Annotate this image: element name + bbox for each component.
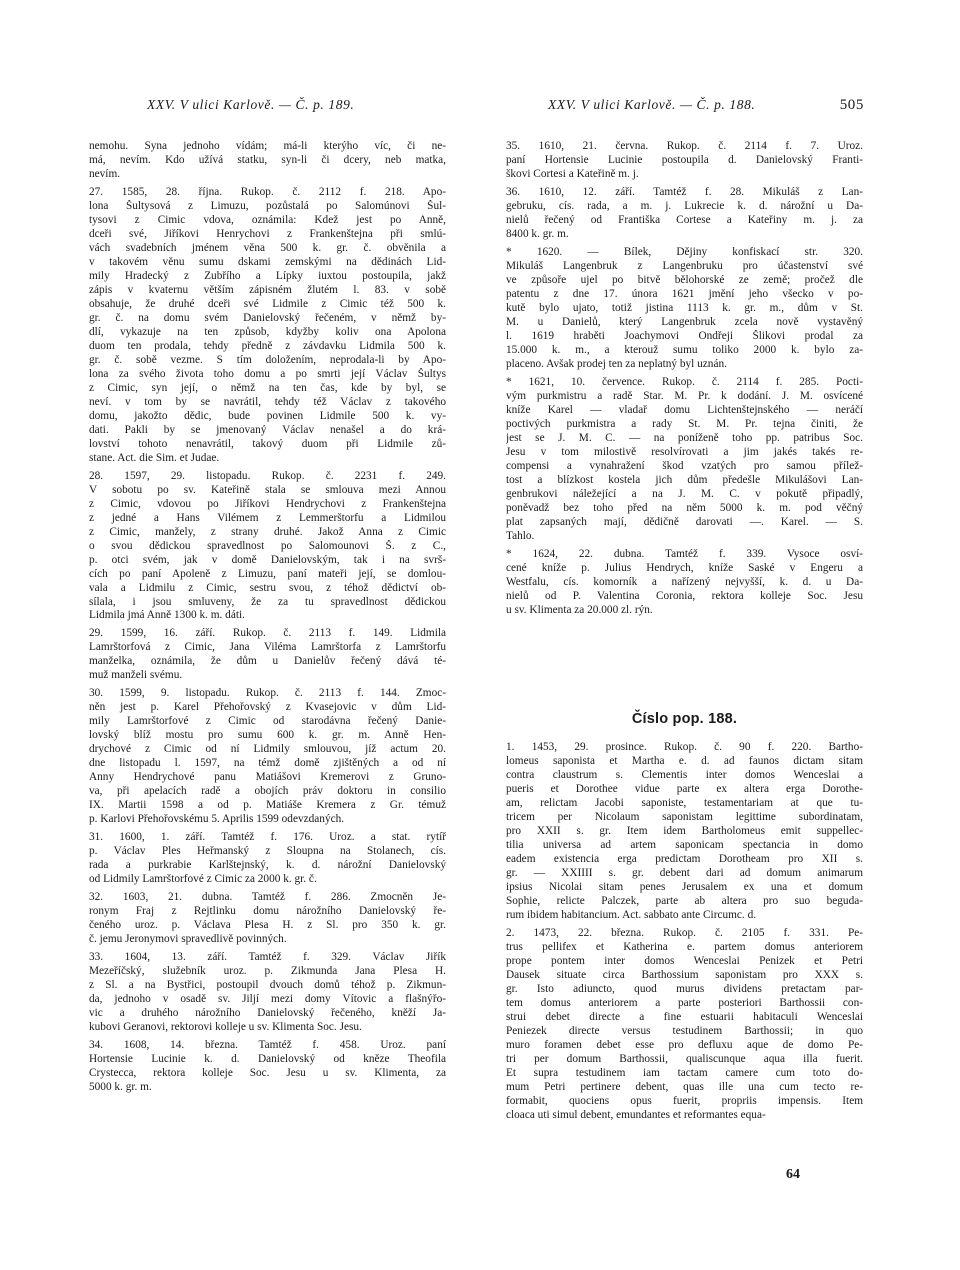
- text-line: 15.000 k. m., a kterouž sumu toliko 2000 k. bylo za-: [506, 343, 863, 356]
- text-line: sílala, i jsou smluveny, že za tu spravedlnost dědickou: [89, 595, 446, 608]
- text-line: Mikuláš Langenbruk z Langenbruku pro účastenství své: [506, 259, 863, 272]
- text-line: kubovi Geranovi, rektorovi kolleje u sv. Klimenta Soc. Jesu.: [89, 1021, 362, 1034]
- text-line: rada a purkrabie Karlštejnský, k. d. nárožní Danielovský: [89, 859, 446, 872]
- text-line: stane. Act. die Sim. et Judae.: [89, 451, 220, 464]
- text-line: patentu z dne 17. února 1621 jmění jeho všecko v po-: [506, 287, 863, 300]
- text-line: am, relictam Jacobi saponiste, testamentariam at que tu-: [506, 796, 863, 809]
- text-line: domu, jakožto dědic, bude povinen Lidmile 500 k. vy-: [89, 409, 446, 422]
- text-line: placeno. Avšak prodej ten za neplatný byl uznán.: [506, 357, 727, 370]
- text-line: muž manželi svému.: [89, 669, 183, 682]
- text-line: vách svadebních jménem věna 500 k. gr. č. obvěnila a: [89, 241, 446, 254]
- text-line: o svou dědickou spravedlnost po Salomounovi Š. z C.,: [89, 539, 446, 552]
- text-line: z jedné a Hans Vilémem z Lemmerštorfu a Lidmilou: [89, 511, 446, 524]
- text-line: prope pontem inter domos Wenceslai Penizek et Petri: [506, 954, 863, 967]
- page-header: [0, 97, 960, 117]
- text-line: compensi a vynahražení škod vzatých pro samou přílež-: [506, 459, 863, 472]
- text-line: jest se J. M. C. — na poníženě toho pp. patribus Soc.: [506, 431, 863, 444]
- text-line: muro foramen debet esse pro defluxu aque de domo Pe-: [506, 1038, 863, 1051]
- signature-mark: 64: [786, 1167, 800, 1182]
- text-line: 31. 1600, 1. září. Tamtéž f. 176. Uroz. a stat. rytíř: [89, 831, 446, 844]
- text-line: nielů řečený od Františka Cortese a Kateřiny m. j. za: [506, 213, 863, 226]
- text-line: 28. 1597, 29. listopadu. Rukop. č. 2231 f. 249.: [89, 469, 446, 482]
- text-line: trus pellifex et Katherina e. partem domus anteriorem: [506, 940, 863, 953]
- left-column: [89, 140, 446, 1095]
- text-line: gr. — XXIIII s. gr. debent dari ad domum animarum: [506, 866, 863, 879]
- text-line: Lidmila jmá Anně 1300 k. m. dáti.: [89, 609, 245, 622]
- text-line: gebruku, cís. rada, a m. j. Lukrecie k. d. nárožní u Da-: [506, 199, 863, 212]
- text-line: va, při apelacích radě a obojích práv doktoru in consilio: [89, 785, 446, 798]
- text-line: * 1621, 10. července. Rukop. č. 2114 f. 285. Pocti-: [506, 375, 863, 388]
- text-line: z Cimic, vdovou po Jiříkovi Hendrychovi z Frankenštejna: [89, 497, 446, 510]
- text-line: Westfalu, cís. komorník a nařízený nejvyšší, k. d. u Da-: [506, 575, 863, 588]
- running-head-left: XXV. V ulici Karlově. — Č. p. 189.: [147, 97, 355, 112]
- text-line: mum Petri pertinere debent, quas ille una cum tecto re-: [506, 1080, 863, 1093]
- running-head-right: XXV. V ulici Karlově. — Č. p. 188.: [548, 97, 756, 112]
- text-line: dati. Pakli by se jmenovaný Václav nenašel a do krá-: [89, 423, 446, 436]
- text-line: V sobotu po sv. Kateřině stala se smlouva mezi Annou: [89, 483, 446, 496]
- text-line: mily Hradecký z Zubřího a Lípky iuxtou postoupila, jakž: [89, 269, 446, 282]
- text-line: contra claustrum s. Clementis inter domos Wenceslai a: [506, 768, 863, 781]
- text-line: vala a Lidmilu z Cimic, sestru svou, z téhož dědictví ob-: [89, 581, 446, 594]
- text-line: * 1624, 22. dubna. Tamtéž f. 339. Vysoce osví-: [506, 547, 863, 560]
- text-line: čeného uroz. p. Václava Plesa H. z Sl. pro 350 k. gr.: [89, 919, 446, 932]
- text-line: gr. č. sobě vezme. S tím doložením, neprodala-li by Apo-: [89, 353, 446, 366]
- text-line: * 1620. — Bílek, Dějiny konfiskací str. 320.: [506, 245, 863, 258]
- text-line: pro XXII s. gr. Item idem Bartholomeus emit suppellec-: [506, 824, 863, 837]
- text-line: má, nevím. Kdo užívá statku, syn-li či dcery, neb matka,: [89, 153, 446, 166]
- text-line: tysovi z Cimic vdova, oznámila: Kdež jest po Anně,: [89, 213, 446, 226]
- text-line: škovi Cortesi a Kateřině m. j.: [506, 167, 639, 180]
- text-line: vic a druhého nárožního Danielovský řečeného, kněží Ja-: [89, 1007, 446, 1020]
- text-line: obsahuje, že druhé dceři své Lidmile z Cimic též 500 k.: [89, 297, 446, 310]
- text-line: zápis v kvaternu větším zápisném žlutém l. 83. v sobě: [89, 283, 446, 296]
- text-line: Dausek situate circa Barthossium saponistam pro XXX s.: [506, 968, 863, 981]
- text-line: gr. Isto adiuncto, quod murus dividens pretactam par-: [506, 982, 863, 995]
- text-line: p. Václav Ples Heřmanský z Sloupna na Stolanech, cís.: [89, 845, 446, 858]
- text-line: 1. 1453, 29. prosince. Rukop. č. 90 f. 220. Bartho-: [506, 741, 863, 753]
- text-line: pueris et Dorothee vidue parte ex altera erga Dorothe-: [506, 782, 863, 795]
- text-line: něn jest p. Karel Přehořovský z Kvasejovic v dům Lid-: [89, 701, 446, 714]
- text-line: v takovém věnu sumu dskami zemskými na dědinách Lid-: [89, 255, 446, 268]
- text-line: IX. Martii 1598 a od p. Matiáše Kremera z Gr. témuž: [89, 799, 446, 812]
- text-line: lona Šultysová z Limuzu, pozůstalá po Salomúnovi Šul-: [89, 199, 446, 212]
- text-line: M. u Danielů, který Langenbruk zcela nově vystavěný: [506, 315, 863, 328]
- text-line: 36. 1610, 12. září. Tamtéž f. 28. Mikuláš z Lan-: [506, 185, 863, 198]
- text-line: 5000 k. gr. m.: [89, 1080, 152, 1093]
- text-line: genbrukovi náležející a na J. M. C. v pokutě připadlý,: [506, 487, 863, 500]
- text-line: Sophie, relicte Palczek, parte ab altera pro suo beguda-: [506, 894, 863, 907]
- text-line: č. jemu Jeronymovi spravedlivě povinných.: [89, 933, 287, 946]
- right-column-bottom: [506, 741, 863, 1123]
- text-line: od Lidmily Lamrštorfové z Cimic za 2000 k. gr. č.: [89, 873, 317, 886]
- text-line: Anny Hendrychové panu Matiášovi Kremerovi z Gruno-: [89, 771, 446, 784]
- text-line: z Cimic, manžely, z strany druhé. Jakož Anna z Cimic: [89, 525, 446, 538]
- text-line: strui debet directe a fine estuarii habitaculi Wenceslai: [506, 1010, 863, 1023]
- text-line: tost a blízkost kostela jich dům předešle Mikulášovi Lan-: [506, 473, 863, 486]
- text-line: Crystecca, rektora kolleje Soc. Jesu u sv. Klimenta, za: [89, 1067, 446, 1079]
- text-line: lovství tohoto nenavrátil, takový duom při Lidmile zů-: [89, 437, 446, 450]
- text-line: nevím.: [89, 167, 121, 180]
- text-line: duom ten prodala, tehdy předně z závdavku Lidmila 500 k.: [89, 339, 446, 352]
- text-line: rum ibidem habitancium. Act. sabbato ante Circumc. d.: [506, 908, 757, 921]
- text-line: z Cimic, syn její, o němž na ten čas, kde by byl, se: [89, 381, 446, 394]
- text-line: 2. 1473, 22. března. Rukop. č. 2105 f. 331. Pe-: [506, 926, 863, 939]
- text-line: ronym Fraj z Rejtlinku domu nárožního Danielovský ře-: [89, 905, 446, 918]
- text-line: 29. 1599, 16. září. Rukop. č. 2113 f. 149. Lidmila: [89, 627, 446, 640]
- text-line: 34. 1608, 14. března. Tamtéž f. 458. Uroz. paní: [89, 1039, 446, 1052]
- text-line: Tahlo.: [506, 529, 535, 542]
- page-number: 505: [839, 97, 864, 113]
- text-line: neví. v tom by se navrátil, tehdy též Václav z takového: [89, 395, 446, 408]
- text-line: Hortensie Lucinie k. d. Danielovský od kněze Theofila: [89, 1053, 446, 1066]
- text-line: 35. 1610, 21. června. Rukop. č. 2114 f. 7. Uroz.: [506, 140, 863, 152]
- text-line: ve způsoře ujel po bitvě bělohorské ze země; pročež dle: [506, 273, 863, 286]
- text-line: poněvadž bez toho před na něm 5000 k. m. pod věčný: [506, 501, 863, 514]
- text-line: nemohu. Syna jednoho vídám; má-li kterýho víc, či ne-: [89, 140, 446, 152]
- text-line: 27. 1585, 28. října. Rukop. č. 2112 f. 218. Apo-: [89, 185, 446, 198]
- text-line: nielů od P. Valentina Coronia, rektora kolleje Soc. Jesu: [506, 589, 863, 602]
- text-line: drychové z Cimic od ní Lidmily smlouvou, jíž actum 20.: [89, 743, 446, 756]
- text-line: lomeus saponista et Martha e. d. ad faunos dictam sitam: [506, 754, 863, 767]
- text-line: eadem existencia erga predictam Dorotheam pro XII s.: [506, 852, 863, 865]
- right-column-top: [506, 140, 863, 617]
- text-line: dlí, vykazuje na ten způsob, kdyžby koliv ona Apolona: [89, 325, 446, 338]
- text-line: tri per domum Barthossii, qualiscunque aqua illa fuerit.: [506, 1052, 863, 1065]
- text-line: kníže Karel — vladař domu Lichtenštejnského — neráčí: [506, 403, 863, 416]
- text-line: lovský blíž mostu pro sumu 600 k. gr. m. Anně Hen-: [89, 729, 446, 742]
- text-line: cích po paní Apoleně z Limuzu, paní mateři její, se domlou-: [89, 567, 446, 580]
- text-line: p. otci svém, jak v domě Danielovským, tak i na svrš-: [89, 553, 446, 566]
- text-line: Jesu v tom milostivě resolvírovati a jim jakés takés re-: [506, 445, 863, 458]
- text-line: l. 1619 hraběti Joachymovi Ondřeji Šlikovi prodal za: [506, 329, 863, 342]
- text-line: gr. č. na domu svém Danielovský řečeném, v němž by-: [89, 311, 446, 324]
- text-line: tricem per Nicolaum saponistam legittime subordinatam,: [506, 810, 863, 823]
- text-line: cené kníže p. Julius Hendrych, kníže Saské v Engeru a: [506, 561, 863, 574]
- text-line: Lamrštorfová z Cimic, Jana Viléma Lamrštorfa z Lamrštorfu: [89, 641, 446, 654]
- text-line: kutě bylo ujato, totiž jistina 1113 k. gr. m., dům v St.: [506, 301, 863, 314]
- text-line: cloaca uti simul debent, emundantes et reformantes equa-: [506, 1108, 766, 1121]
- section-heading: Číslo pop. 188.: [631, 711, 738, 727]
- text-line: vým purkmistru a radě Star. M. Pr. k dodání. J. M. osvícené: [506, 389, 863, 402]
- text-line: 8400 k. gr. m.: [506, 227, 569, 240]
- text-line: z Sl. a na Bystřici, postoupil dvouch domů téhož p. Zikmun-: [89, 979, 446, 992]
- text-line: Mezeříčský, služebník uroz. p. Zikmunda Jana Plesa H.: [89, 965, 446, 978]
- text-line: poctivých purkmistra a rady St. M. Pr. tejna činiti, že: [506, 417, 863, 430]
- text-line: p. Karlovi Přehořovskému 5. Aprilis 1599 odevzdaných.: [89, 813, 345, 826]
- text-line: 30. 1599, 9. listopadu. Rukop. č. 2113 f. 144. Zmoc-: [89, 687, 446, 700]
- text-line: ipsius Nicolai sitam penes Jerusalem ex una et domum: [506, 880, 863, 893]
- text-line: plat zapsaných mají, dědičně darovati —. Karel. — S.: [506, 515, 863, 528]
- text-line: u sv. Klimenta za 20.000 zl. rýn.: [506, 603, 653, 616]
- text-line: 33. 1604, 13. září. Tamtéž f. 329. Václav Jiřík: [89, 951, 446, 964]
- text-line: formabit, quociens opus fuerit, propriis impensis. Item: [506, 1094, 863, 1107]
- text-line: tilia universa ad artem saponicam spectancia in domo: [506, 838, 863, 851]
- text-line: lona za svého života toho domu a po smrti její Václav Šultys: [89, 367, 446, 380]
- text-line: Peniezek directe versus testudinem Barthossii; in quo: [506, 1024, 863, 1037]
- text-line: da, jednoho v osadě sv. Jiljí mezi domy Vítovic a flašnýřo-: [89, 993, 446, 1006]
- text-line: mily Lamrštorfové z Cimic od starodávna řečený Danie-: [89, 715, 446, 728]
- text-line: tem domus anteriorem a parte posteriori Barthossii con-: [506, 996, 863, 1009]
- text-line: manželka, oznámila, že dům u Danielův řečený dává té-: [89, 655, 446, 668]
- text-line: dne listopadu l. 1597, na témž domě zjištěných a od ní: [89, 757, 446, 770]
- text-line: 32. 1603, 21. dubna. Tamtéž f. 286. Zmocněn Je-: [89, 891, 446, 904]
- text-line: paní Hortensie Lucinie postoupila d. Danielovský Franti-: [506, 153, 863, 166]
- text-line: Et supra testudinem iam tactam camere cum toto do-: [506, 1066, 863, 1079]
- text-line: dceři své, Jiříkovi Henrychovi z Frankenštejna při smlú-: [89, 227, 446, 240]
